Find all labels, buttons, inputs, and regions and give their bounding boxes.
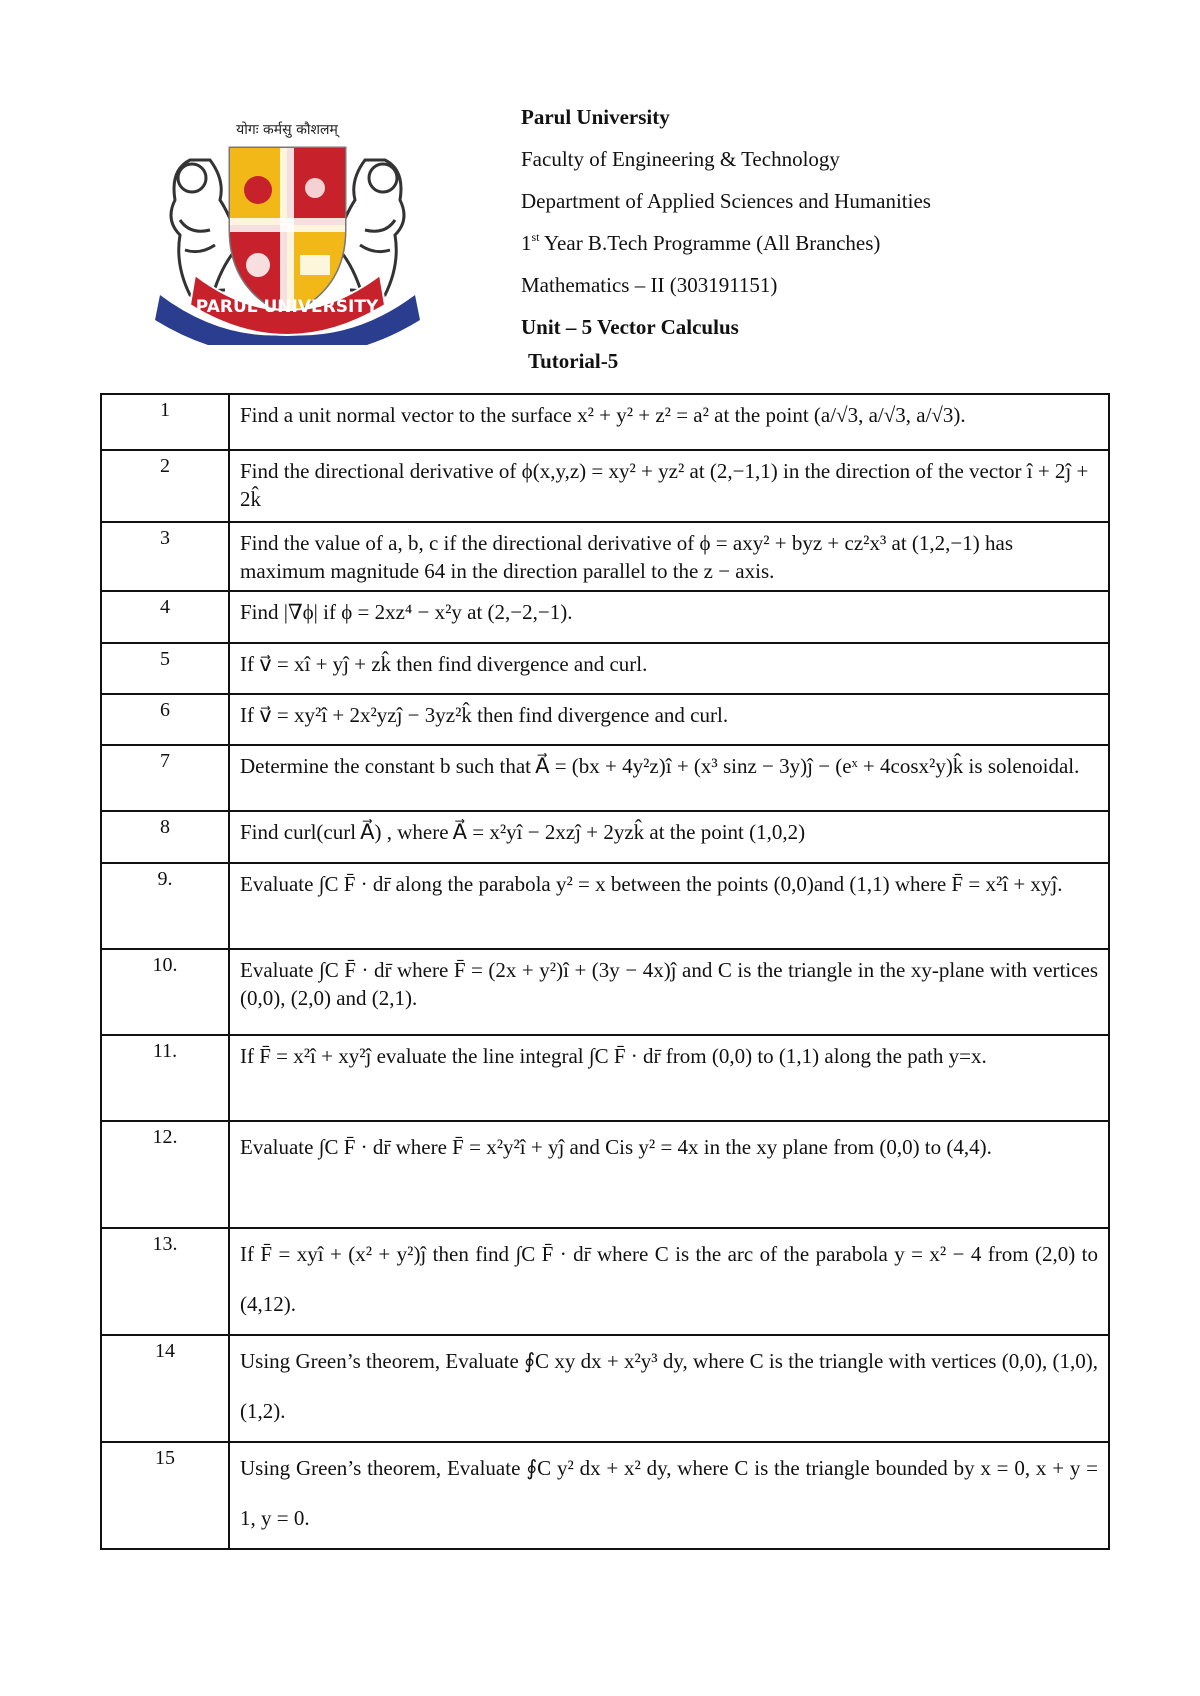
- question-number: 5: [101, 643, 229, 694]
- logo-banner-text: PARUL UNIVERSITY: [195, 297, 379, 317]
- tutorial-title: Tutorial-5: [528, 349, 619, 373]
- question-text: If F̄ = xyî + (x² + y²)ĵ then find ∫C F̄ · dr̄ where C is the arc of the parabola y = x² − 4 from (2,0) to (4,12).: [229, 1228, 1109, 1335]
- parul-university-logo: [150, 100, 425, 345]
- questions-table: [100, 393, 1110, 1550]
- question-number: 10.: [101, 949, 229, 1035]
- table-row: [101, 811, 1109, 863]
- shield-icon: [230, 148, 345, 315]
- programme-text: Year B.Tech Programme (All Branches): [539, 231, 881, 255]
- table-row: [101, 949, 1109, 1035]
- table-row: [101, 745, 1109, 811]
- question-number: 12.: [101, 1121, 229, 1228]
- table-row: [101, 863, 1109, 949]
- question-number: 1: [101, 394, 229, 450]
- question-text: Find curl(curl A⃗) , where A⃗ = x²yî − 2xzĵ + 2yzk̂ at the point (1,0,2): [229, 811, 1109, 863]
- logo-motto: योगः कर्मसु कौशलम्: [236, 122, 338, 138]
- university-name: Parul University: [521, 105, 670, 129]
- question-number: 13.: [101, 1228, 229, 1335]
- question-number: 9.: [101, 863, 229, 949]
- table-row: [101, 1121, 1109, 1228]
- programme-ordinal: st: [531, 230, 540, 244]
- programme-year: 1: [521, 231, 532, 255]
- question-text: Find the directional derivative of ϕ(x,y,z) = xy² + yz² at (2,−1,1) in the direction of the vector î + 2ĵ + 2k̂: [229, 450, 1109, 522]
- unit-title: Unit – 5 Vector Calculus: [521, 315, 739, 339]
- table-row: [101, 1228, 1109, 1335]
- question-number: 3: [101, 522, 229, 591]
- table-row: [101, 1035, 1109, 1121]
- question-text: If F̄ = x²î + xy²ĵ evaluate the line integral ∫C F̄ · dr̄ from (0,0) to (1,1) along the path y=x.: [229, 1035, 1109, 1121]
- table-row: [101, 643, 1109, 694]
- table-row: [101, 1442, 1109, 1549]
- question-number: 4: [101, 591, 229, 643]
- department-name: Department of Applied Sciences and Humanities: [521, 189, 931, 213]
- question-text: If v⃗ = xî + yĵ + zk̂ then find divergence and curl.: [229, 643, 1109, 694]
- table-row: [101, 591, 1109, 643]
- question-text: Evaluate ∫C F̄ · dr̄ where F̄ = x²y²î + yĵ and Cis y² = 4x in the xy plane from (0,0) to (4,4).: [229, 1121, 1109, 1228]
- question-text: Using Green’s theorem, Evaluate ∮C xy dx + x²y³ dy, where C is the triangle with vertices (0,0), (1,0), (1,2).: [229, 1335, 1109, 1442]
- question-number: 15: [101, 1442, 229, 1549]
- table-row: [101, 522, 1109, 591]
- question-number: 11.: [101, 1035, 229, 1121]
- question-number: 7: [101, 745, 229, 811]
- question-text: Find |∇ϕ| if ϕ = 2xz⁴ − x²y at (2,−2,−1).: [229, 591, 1109, 643]
- question-text: Find a unit normal vector to the surface x² + y² + z² = a² at the point (a/√3, a/√3, a/√3).: [229, 394, 1109, 450]
- question-text: Evaluate ∫C F̄ · dr̄ where F̄ = (2x + y²)î + (3y − 4x)ĵ and C is the triangle in the xy-plane with vertices (0,0), (2,0) and (2,1).: [229, 949, 1109, 1035]
- question-number: 8: [101, 811, 229, 863]
- question-text: If v⃗ = xy²î + 2x²yzĵ − 3yz²k̂ then find divergence and curl.: [229, 694, 1109, 745]
- question-text: Using Green’s theorem, Evaluate ∮C y² dx + x² dy, where C is the triangle bounded by x = 0, x + y = 1, y = 0.: [229, 1442, 1109, 1549]
- question-number: 6: [101, 694, 229, 745]
- question-number: 14: [101, 1335, 229, 1442]
- table-row: [101, 394, 1109, 450]
- document-header: [521, 96, 1081, 348]
- subject-name: Mathematics – II (303191151): [521, 273, 778, 297]
- question-text: Evaluate ∫C F̄ · dr̄ along the parabola y² = x between the points (0,0)and (1,1) where F̄ = x²î + xyĵ.: [229, 863, 1109, 949]
- question-text: Find the value of a, b, c if the directional derivative of ϕ = axy² + byz + cz²x³ at (1,2,−1) has maximum magnitude 64 in the direction parallel to the z − axis.: [229, 522, 1109, 591]
- question-number: 2: [101, 450, 229, 522]
- table-row: [101, 1335, 1109, 1442]
- table-row: [101, 694, 1109, 745]
- programme-line: [521, 222, 1081, 264]
- question-text: Determine the constant b such that A⃗ = (bx + 4y²z)î + (x³ sinz − 3y)ĵ − (eˣ + 4cosx²y)k̂ is solenoidal.: [229, 745, 1109, 811]
- faculty-name: Faculty of Engineering & Technology: [521, 147, 840, 171]
- table-row: [101, 450, 1109, 522]
